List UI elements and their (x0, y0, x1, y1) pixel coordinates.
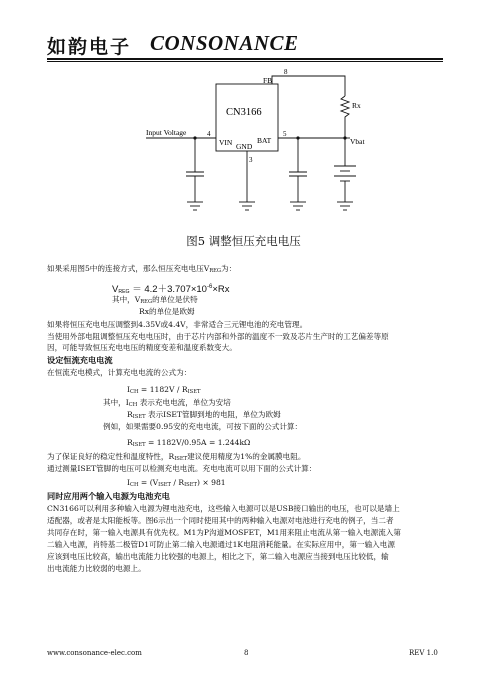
paragraph-current-formula-intro: 在恒流充电模式，计算充电电流的公式为： (47, 368, 192, 377)
company-name-cn: 如韵电子 (47, 36, 132, 58)
paragraph-iset-measure: 通过测量ISET管脚的电压可以检测充电电流。充电电流可以用下面的公式计算： (47, 464, 317, 473)
figure-caption: 图5 调整恒压充电电压 (186, 234, 301, 248)
vbat-label: Vbat (350, 137, 365, 146)
intro-line: 如果采用图5中的连接方式，那么恒压充电电压$V_{REG}$为： (47, 264, 237, 274)
input-voltage-label: Input Voltage (146, 128, 187, 137)
pin-8-number: 8 (284, 68, 288, 76)
paragraph-dual-input-3: 共同存在时，第一输入电源具有优先权。M1为P沟道MOSFET，M1用来阻止电流从第一输入电源流入第 (47, 528, 401, 537)
section-heading-dual-input: 同时应用两个输入电源为电池充电 (47, 491, 170, 501)
paragraph-dual-input-4: 二输入电源，肖特基二极管D1可防止第二输入电源通过1K电阻消耗能量。在实际应用中，第一输入电源 (47, 540, 395, 549)
ich-formula: $I_{CH} = 1182V / R_{ISET}$ (127, 385, 201, 395)
paragraph-external-resistor-2: 因，可能导致恒压充电电压的精度变差和温度系数变大。 (47, 343, 237, 352)
footer-website-link[interactable]: www.consonance-elec.com (47, 649, 142, 657)
ich-note: 其中，$I_{CH}$ 表示充电电流，单位为安培 (103, 398, 231, 408)
paragraph-stability: 为了保证良好的稳定性和温度特性，$R_{ISET}$建议使用精度为1%的金属膜电阻。 (47, 452, 306, 462)
pin-5-number: 5 (283, 130, 287, 138)
footer-page-number: 8 (244, 649, 249, 657)
pin-gnd-label: GND (236, 142, 253, 151)
rx-resistor (341, 96, 349, 138)
paragraph-dual-input-6: 出电流能力比较弱的电源上。 (47, 564, 146, 573)
paragraph-dual-input-2: 适配器，或者是太阳能板等。图6示出一个同时使用其中的两种输入电源对电池进行充电的例子，当二者 (47, 516, 394, 525)
rx-label: Rx (352, 101, 361, 110)
paragraph-4v35: 如果将恒压充电电压调整到4.35V或4.4V，非常适合三元锂电池的充电管理。 (47, 320, 308, 329)
pin-vin-label: VIN (219, 138, 233, 147)
riset-calculation: $R_{ISET} = 1182V/0.95A = 1.244k\Omega$ (127, 438, 251, 448)
vreg-unit-note: 其中，$V_{REG}$的单位是伏特 (112, 295, 198, 305)
chip-label: CN3166 (226, 107, 262, 118)
ground-symbols (187, 202, 353, 210)
paragraph-dual-input-5: 应该到电压比较高，输出电流能力比较强的电源上，相比之下，第二输入电源应当接到电压比较低，输 (47, 552, 389, 561)
pin-3-number: 3 (249, 156, 253, 164)
company-name-en: CONSONANCE (150, 31, 299, 55)
paragraph-dual-input-1: CN3166可以利用多种输入电源为锂电池充电，这些输入电源可以是USB接口输出的电压，也可以是墙上 (47, 504, 400, 513)
pin-fb-label: FB (263, 76, 273, 85)
ich-measure-formula: $I_{CH} = (V_{ISET} / R_{ISET}) \times 981$ (127, 478, 226, 488)
circuit-diagram (0, 0, 487, 235)
paragraph-external-resistor-1: 当使用外部电阻调整恒压充电电压时，由于芯片内部和外部的温度不一致及芯片生产时的工艺偏差等原 (47, 332, 389, 341)
pin-4-number: 4 (207, 130, 211, 138)
example-line: 例如，如果需要0.95安的充电电流，可按下面的公式计算： (103, 422, 303, 431)
section-heading-current: 设定恒流充电电流 (47, 355, 113, 365)
pin-bat-label: BAT (257, 136, 272, 145)
footer-revision: REV 1.0 (409, 649, 438, 657)
vreg-formula: $V_{REG} = 4.2+3.707\times 10^{-6}\times Rx$ (112, 283, 230, 295)
rx-unit-note: Rx的单位是欧姆 (139, 307, 195, 316)
riset-note: $R_{ISET}$ 表示ISET管脚到地的电阻，单位为欧姆 (127, 410, 281, 420)
